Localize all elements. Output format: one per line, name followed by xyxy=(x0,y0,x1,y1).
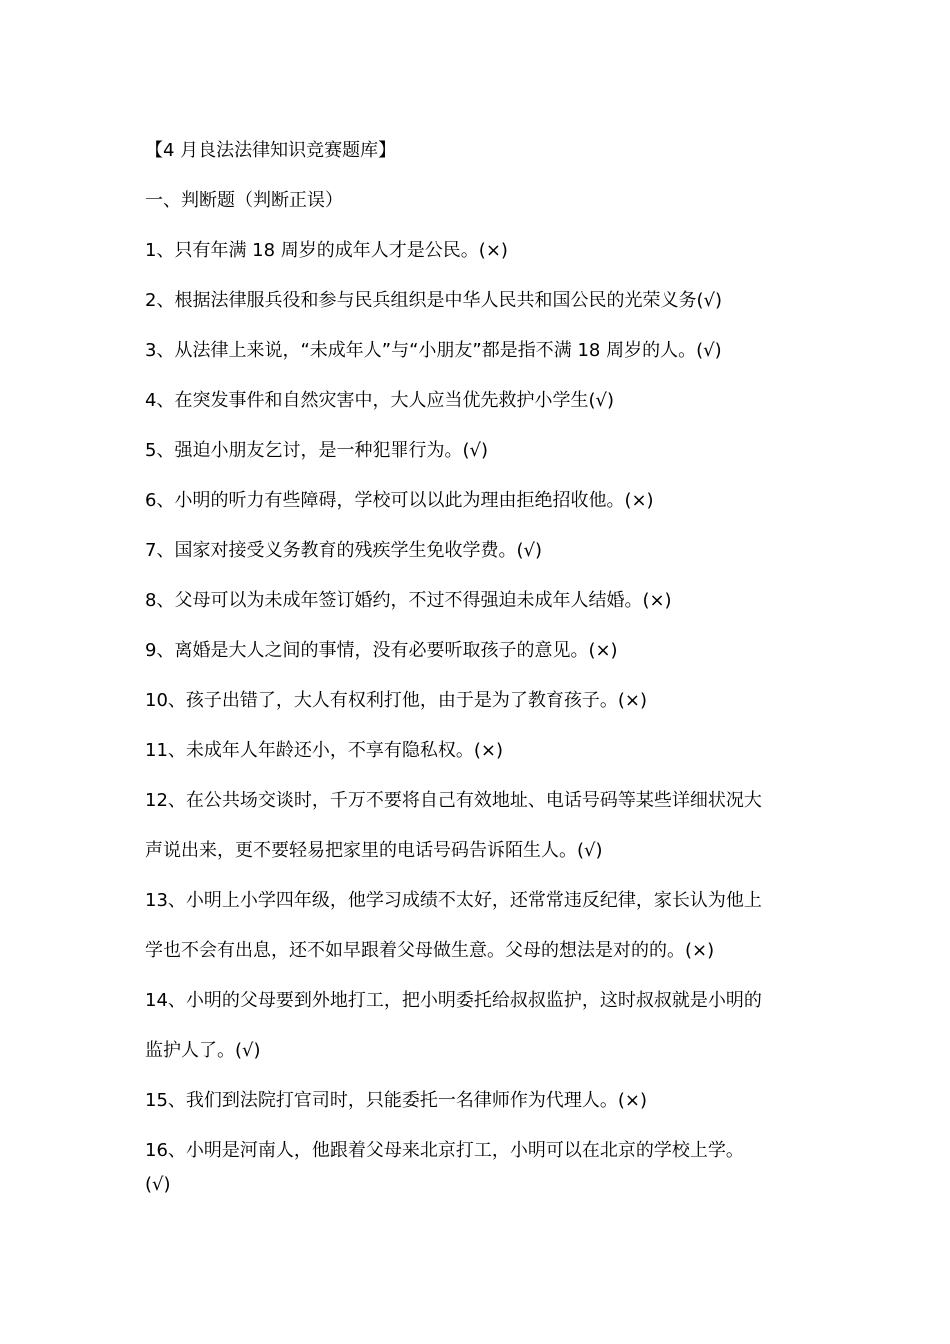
question-16-line-2: (√) xyxy=(145,1174,171,1195)
question-10: 10、孩子出错了，大人有权利打他，由于是为了教育孩子。(×) xyxy=(145,690,648,711)
question-15: 15、我们到法院打官司时，只能委托一名律师作为代理人。(×) xyxy=(145,1090,648,1111)
question-3: 3、从法律上来说，“未成年人”与“小朋友”都是指不满 18 周岁的人。(√) xyxy=(145,340,722,361)
question-13-line-2: 学也不会有出息，还不如早跟着父母做生意。父母的想法是对的的。(×) xyxy=(145,940,715,961)
question-5: 5、强迫小朋友乞讨，是一种犯罪行为。(√) xyxy=(145,440,488,461)
question-2: 2、根据法律服兵役和参与民兵组织是中华人民共和国公民的光荣义务(√) xyxy=(145,290,722,311)
question-7: 7、国家对接受义务教育的残疾学生免收学费。(√) xyxy=(145,540,542,561)
question-14-line-2: 监护人了。(√) xyxy=(145,1040,261,1061)
question-14-line-1: 14、小明的父母要到外地打工，把小明委托给叔叔监护，这时叔叔就是小明的 xyxy=(145,990,762,1011)
question-12-line-1: 12、在公共场交谈时，千万不要将自己有效地址、电话号码等某些详细状况大 xyxy=(145,790,762,811)
question-11: 11、未成年人年龄还小，不享有隐私权。(×) xyxy=(145,740,504,761)
question-9: 9、离婚是大人之间的事情，没有必要听取孩子的意见。(×) xyxy=(145,640,618,661)
section-heading: 一、判断题（判断正误） xyxy=(145,190,343,211)
question-4: 4、在突发事件和自然灾害中，大人应当优先救护小学生(√) xyxy=(145,390,614,411)
question-1: 1、只有年满 18 周岁的成年人才是公民。(×) xyxy=(145,240,508,261)
question-8: 8、父母可以为未成年签订婚约，不过不得强迫未成年人结婚。(×) xyxy=(145,590,672,611)
question-16-line-1: 16、小明是河南人，他跟着父母来北京打工，小明可以在北京的学校上学。 xyxy=(145,1140,744,1161)
document-body xyxy=(145,134,815,1218)
question-12-line-2: 声说出来，更不要轻易把家里的电话号码告诉陌生人。(√) xyxy=(145,840,603,861)
document-title: 【4 月良法法律知识竞赛题库】 xyxy=(145,140,397,161)
question-13-line-1: 13、小明上小学四年级，他学习成绩不太好，还常常违反纪律，家长认为他上 xyxy=(145,890,762,911)
question-6: 6、小明的听力有些障碍，学校可以以此为理由拒绝招收他。(×) xyxy=(145,490,654,511)
